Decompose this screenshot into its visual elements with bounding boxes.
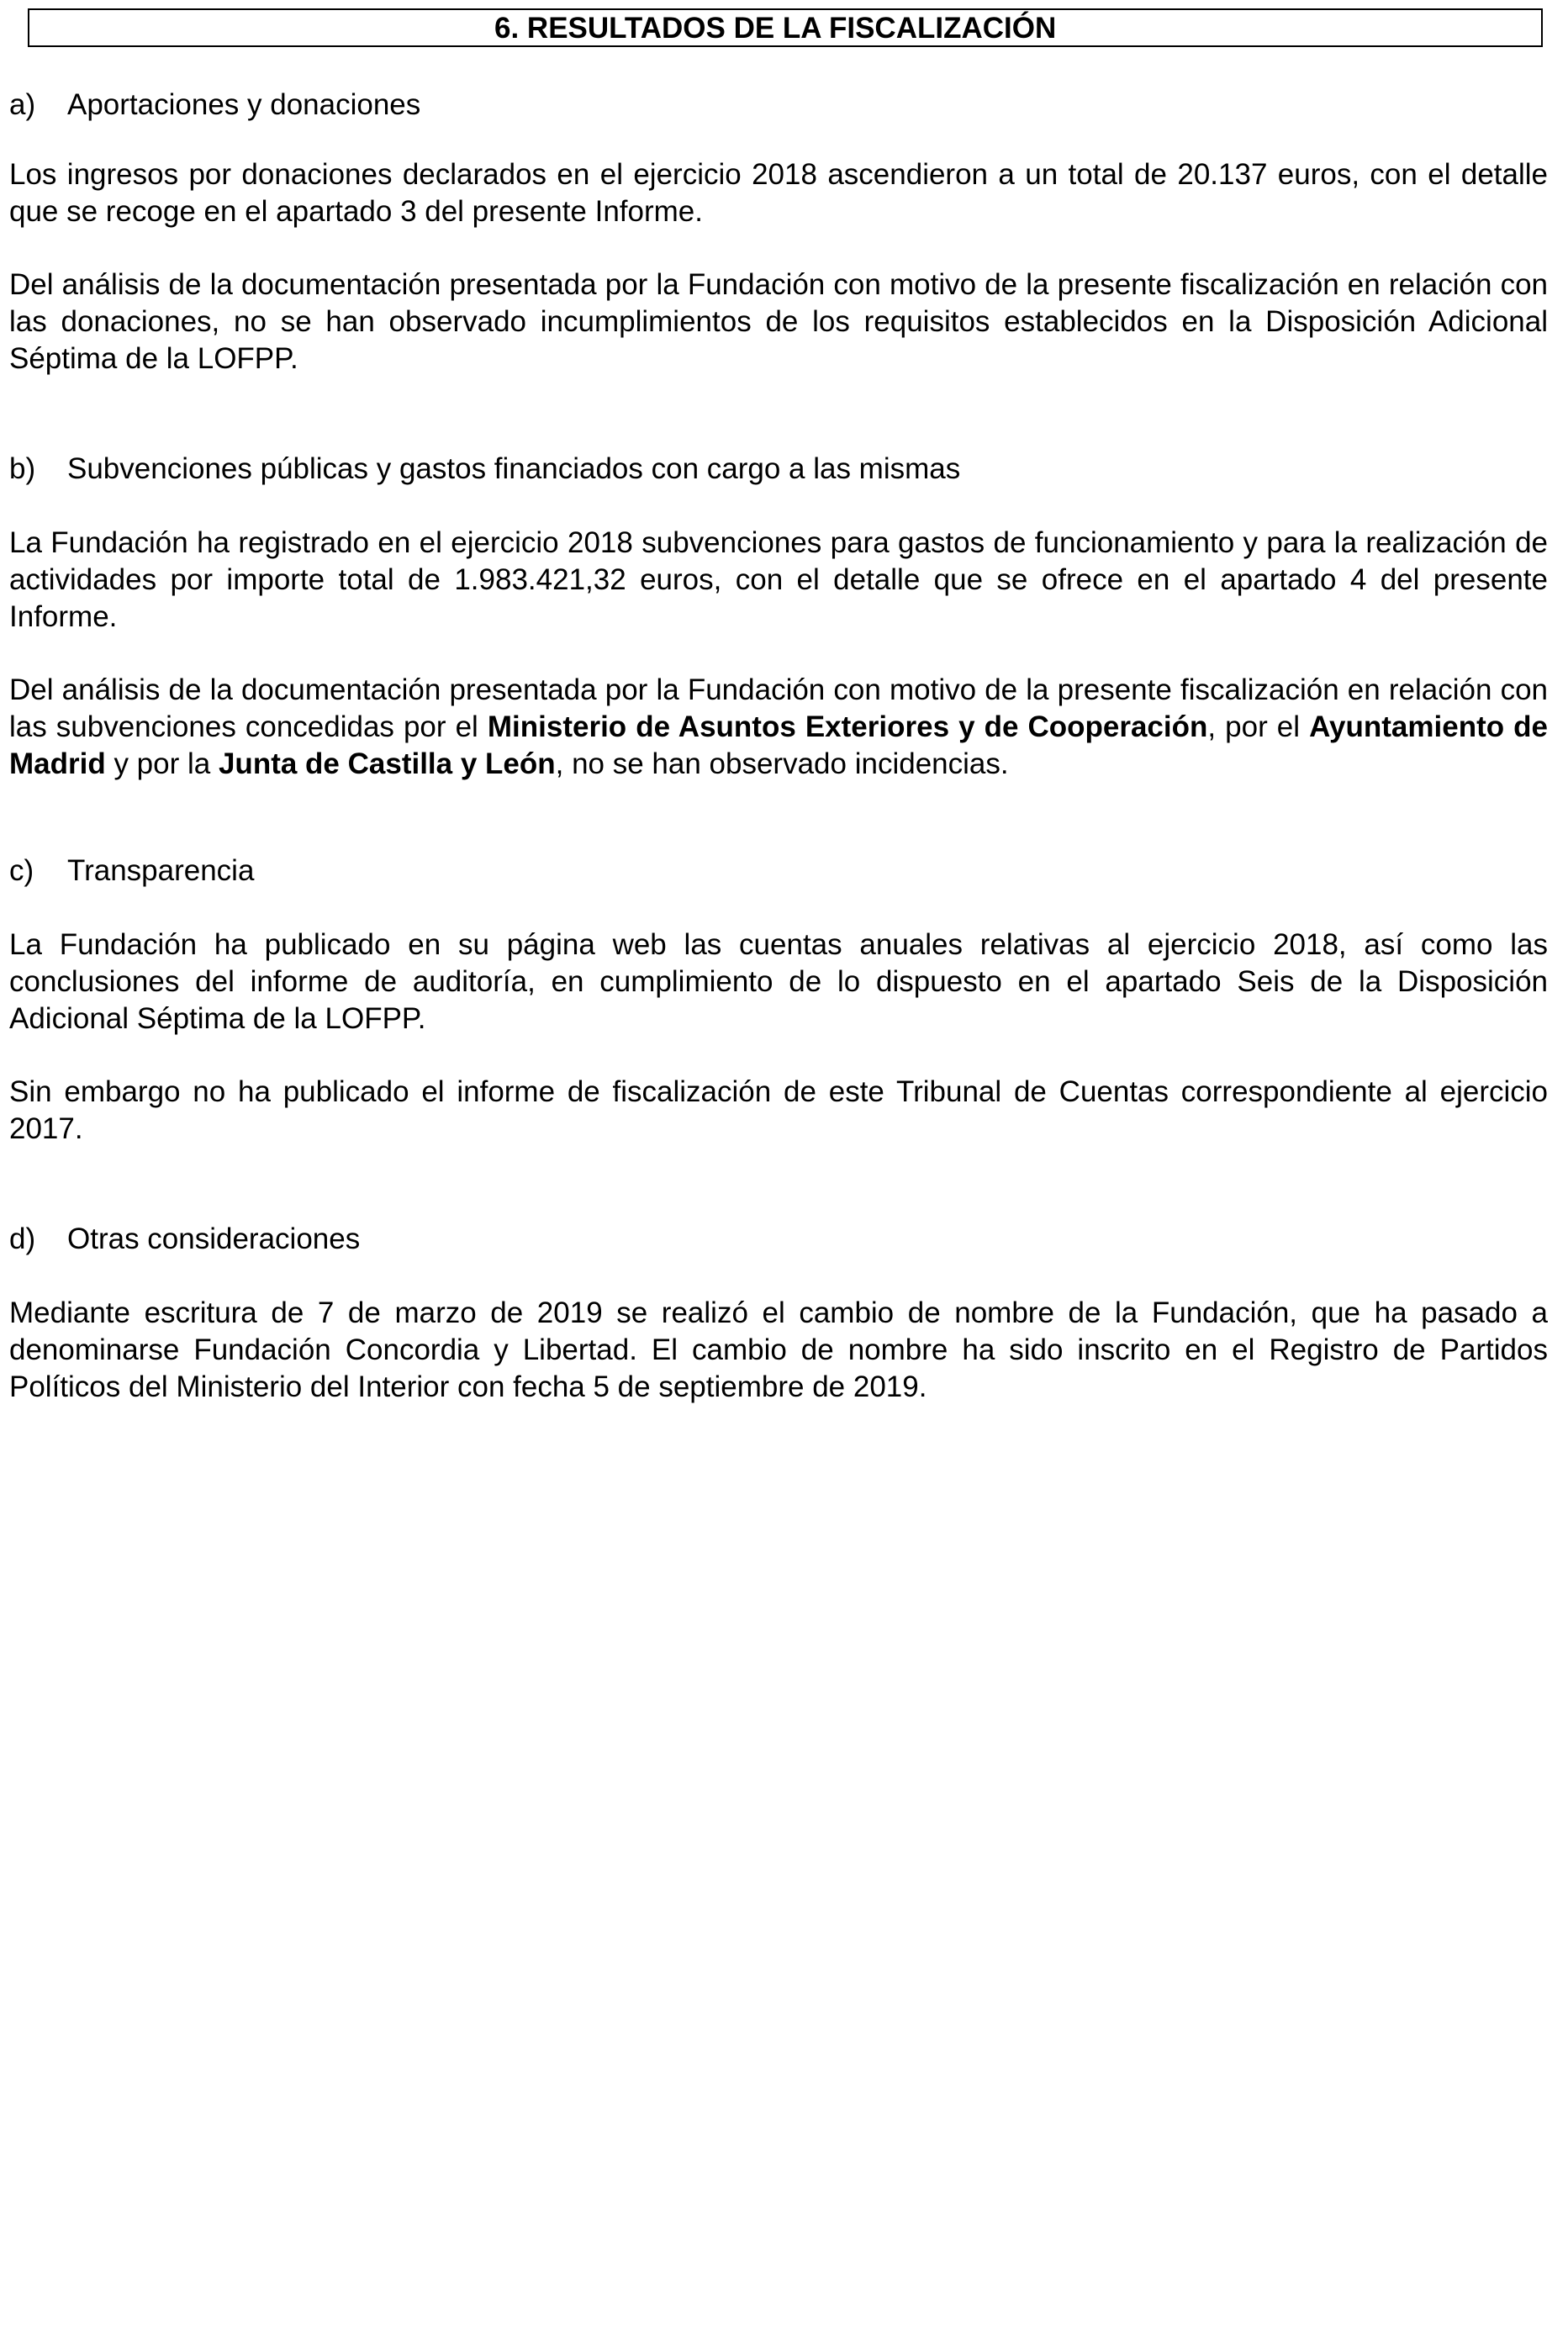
section-b-p2-text-2: , por el bbox=[1207, 710, 1310, 743]
section-d-letter: d) bbox=[9, 1222, 36, 1255]
section-b-letter: b) bbox=[9, 452, 36, 485]
ayuntamiento-name: Ayuntamiento de Madrid bbox=[9, 710, 1548, 780]
section-b-paragraph-2 bbox=[9, 672, 1548, 783]
section-d-heading bbox=[9, 1221, 360, 1258]
section-b-title: Subvenciones públicas y gastos financiados con cargo a las mismas bbox=[67, 452, 961, 485]
section-title-box bbox=[28, 8, 1543, 47]
section-c-paragraph-2: Sin embargo no ha publicado el informe de fiscalización de este Tribunal de Cuentas correspondiente al ejercicio 2017. bbox=[9, 1075, 1548, 1145]
section-a-letter: a) bbox=[9, 88, 36, 121]
section-a-paragraph-1: Los ingresos por donaciones declarados en el ejercicio 2018 ascendieron a un total de 20.137 euros, con el detalle que se recoge en el apartado 3 del presente Informe. bbox=[9, 158, 1548, 228]
section-b-p2-text-4: , no se han observado incidencias. bbox=[555, 747, 1009, 780]
section-b-p2-text-1: Del análisis de la documentación presentada por la Fundación con motivo de la presente fiscalización en relación con las subvenciones concedidas por el bbox=[9, 673, 1548, 743]
section-b-heading bbox=[9, 451, 960, 488]
junta-name: Junta de Castilla y León bbox=[218, 747, 556, 780]
section-c-paragraph-1: La Fundación ha publicado en su página web las cuentas anuales relativas al ejercicio 2018, así como las conclusiones del informe de auditoría, en cumplimiento de lo dispuesto en el apartado Seis de la Disposición Adicional Séptima de la LOFPP. bbox=[9, 928, 1548, 1035]
section-c-heading bbox=[9, 853, 254, 890]
section-a-heading bbox=[9, 87, 420, 124]
section-a-title: Aportaciones y donaciones bbox=[67, 88, 421, 121]
section-a-paragraph-2: Del análisis de la documentación presentada por la Fundación con motivo de la presente fiscalización en relación con las donaciones, no se han observado incumplimientos de los requisitos establecidos en la Disposición Adicional Séptima de la LOFPP. bbox=[9, 268, 1548, 375]
ministerio-name: Ministerio de Asuntos Exteriores y de Cooperación bbox=[487, 710, 1208, 743]
section-d-title: Otras consideraciones bbox=[67, 1222, 361, 1255]
section-b-p2-text-3: y por la bbox=[105, 747, 219, 780]
section-d-paragraph-1: Mediante escritura de 7 de marzo de 2019 se realizó el cambio de nombre de la Fundación, que ha pasado a denominarse Fundación Concordia y Libertad. El cambio de nombre ha sido inscrito en el Registro de Partidos Políticos del Ministerio del Interior con fecha 5 de septiembre de 2019. bbox=[9, 1296, 1548, 1403]
section-b-paragraph-1: La Fundación ha registrado en el ejercicio 2018 subvenciones para gastos de funcionamiento y para la realización de actividades por importe total de 1.983.421,32 euros, con el detalle que se ofrece en el apartado 4 del presente Informe. bbox=[9, 526, 1548, 633]
section-c-title: Transparencia bbox=[67, 854, 255, 887]
section-title: 6. RESULTADOS DE LA FISCALIZACIÓN bbox=[494, 12, 1057, 45]
section-c-letter: c) bbox=[9, 854, 34, 887]
